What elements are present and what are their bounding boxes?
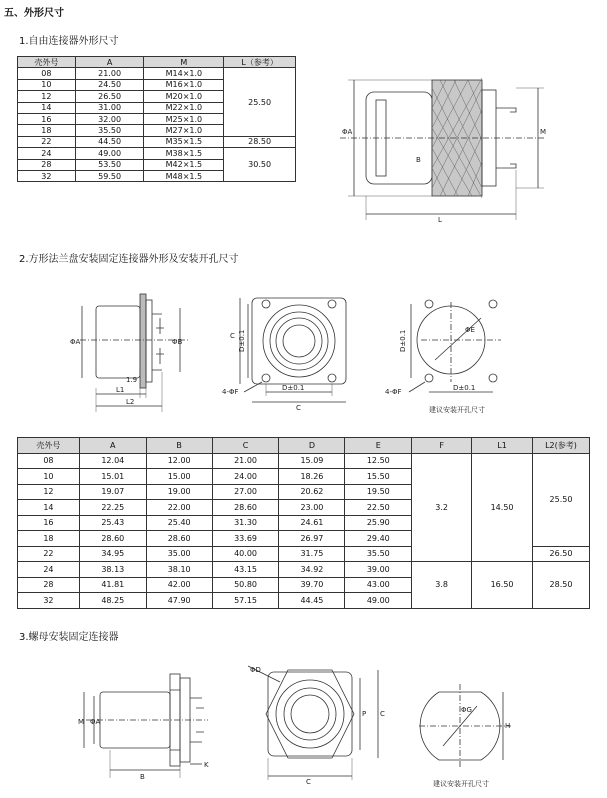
subsection-3-title: 3.螺母安装固定连接器 [19,632,119,643]
table-cell: 10 [18,469,80,485]
table-cell: 19.00 [146,484,212,500]
table-cell: 24.61 [279,515,345,531]
table-cell: 25.43 [79,515,146,531]
dim-label-l1: L1 [116,386,125,394]
flange-plate [252,298,346,384]
dim-label-e: ΦE [465,326,475,334]
subsection-2-title: 2.方形法兰盘安装固定连接器外形及安装开孔尺寸 [19,254,239,265]
table-cell: 12.04 [79,453,146,469]
table-cell: 38.13 [79,562,146,578]
header-cell: E [345,438,412,454]
table-cell: 25.50 [224,68,296,136]
dim-label-m: M [78,718,85,726]
mount-hole [328,300,336,308]
table-header-row [18,438,590,454]
flange-side-drawing [60,288,200,418]
square-flange [140,294,146,388]
table-row [18,68,296,79]
table-cell: 08 [18,68,76,79]
dim-label-a: ΦA [342,128,353,136]
free-connector-drawing [340,70,560,230]
mount-hole [425,374,433,382]
header-cell: F [412,438,472,454]
table-cell: 31.30 [212,515,279,531]
table-cell: 22.25 [79,500,146,516]
dim-label-a: ΦA [70,338,81,346]
table-cell: 16 [18,113,76,124]
nut-hole-drawing [415,676,525,791]
table-cell: 12.00 [146,453,212,469]
dim-label-g: ΦG [461,706,472,714]
table-cell: 21.00 [212,453,279,469]
subsection-1-title: 1.自由连接器外形尺寸 [19,36,119,47]
dim-label-d: ΦD [250,666,261,674]
square-flange-table [17,437,590,609]
free-connector-table [17,56,296,182]
table-cell: 43.15 [212,562,279,578]
table-cell: 26.97 [279,531,345,547]
mount-hole [262,374,270,382]
table-cell: 18 [18,125,76,136]
table-cell: 18.26 [279,469,345,485]
dim-label-b: B [140,773,145,781]
table-cell: 26.50 [75,91,144,102]
table-cell: 22.50 [345,500,412,516]
table-cell: M42×1.5 [144,159,224,170]
table-cell: 15.00 [146,469,212,485]
table-cell: 41.81 [79,577,146,593]
dim-label-d2: D±0.1 [453,384,476,392]
table-cell: 49.00 [345,593,412,609]
table-cell: 44.50 [75,136,144,147]
dim-label-t: 1.9 [126,376,138,384]
table-cell: 12 [18,91,76,102]
table-cell: 39.00 [345,562,412,578]
table-cell: 38.10 [146,562,212,578]
table-cell: 3.8 [412,562,472,609]
dim-label-c: C [230,332,235,340]
dim-label-l: L [438,216,442,224]
table-cell: 22 [18,546,80,562]
table-cell: 10 [18,79,76,90]
table-row [18,453,590,469]
table-cell: 25.50 [533,453,590,546]
header-cell: L2(参考) [533,438,590,454]
mount-hole [489,374,497,382]
table-cell: 14 [18,500,80,516]
header-cell: A [79,438,146,454]
table-cell: 16 [18,515,80,531]
table-cell: 26.50 [533,546,590,562]
table-cell: 24.00 [212,469,279,485]
table-cell: 24.50 [75,79,144,90]
header-cell: 壳外号 [18,57,76,68]
hole-caption: 建议安装开孔尺寸 [429,406,485,414]
table-cell: 24 [18,562,80,578]
table-cell: 18 [18,531,80,547]
table-cell: 27.00 [212,484,279,500]
table-cell: 47.90 [146,593,212,609]
header-cell: L（参考） [224,57,296,68]
table-cell: M48×1.5 [144,170,224,181]
table-cell: 57.15 [212,593,279,609]
table-cell: 28.60 [212,500,279,516]
table-cell: 25.40 [146,515,212,531]
table-cell: 19.50 [345,484,412,500]
dim-label-l2: L2 [126,398,135,406]
dim-label-c2: C [296,404,301,412]
table-row [18,136,296,147]
table-cell: 43.00 [345,577,412,593]
table-cell: 42.00 [146,577,212,593]
table-row [18,148,296,159]
table-cell: 40.00 [212,546,279,562]
table-cell: 15.01 [79,469,146,485]
table-row [18,562,590,578]
table-cell: 3.2 [412,453,472,562]
header-cell: A [75,57,144,68]
table-cell: 28.60 [146,531,212,547]
flange-hole-drawing [385,292,505,417]
header-cell: M [144,57,224,68]
table-cell: 22.00 [146,500,212,516]
table-cell: 44.45 [279,593,345,609]
dim-label-h: H [505,722,511,730]
table-cell: M35×1.5 [144,136,224,147]
dim-label-d: D±0.1 [238,329,246,352]
dim-label-b: ΦB [172,338,183,346]
table-cell: 16.50 [472,562,533,609]
hex-outline [266,670,354,758]
dim-label-m: M [540,128,547,136]
table-cell: 31.00 [75,102,144,113]
mount-hole [425,300,433,308]
table-cell: 15.09 [279,453,345,469]
dim-label-p: P [362,710,367,718]
dim-label-c: C [380,710,385,718]
mount-hole [262,300,270,308]
table-header-row [18,57,296,68]
table-cell: M20×1.0 [144,91,224,102]
table-cell: M38×1.5 [144,148,224,159]
section-title: 五、外形尺寸 [4,8,64,19]
table-cell: 20.62 [279,484,345,500]
receptacle-thread [146,300,152,382]
header-cell: D [279,438,345,454]
nut-side-drawing [78,668,228,788]
table-cell: 28 [18,577,80,593]
table-cell: 30.50 [224,148,296,182]
table-cell: 21.00 [75,68,144,79]
table-cell: M22×1.0 [144,102,224,113]
dim-label-a: ΦA [90,718,101,726]
dim-label-d2: D±0.1 [282,384,305,392]
table-cell: 28.60 [79,531,146,547]
table-cell: 31.75 [279,546,345,562]
table-cell: 39.70 [279,577,345,593]
receptacle-body [96,306,140,378]
table-cell: M16×1.0 [144,79,224,90]
dim-label-d: D±0.1 [399,329,407,352]
table-cell: 33.69 [212,531,279,547]
table-cell: 35.00 [146,546,212,562]
table-cell: 12 [18,484,80,500]
table-cell: M14×1.0 [144,68,224,79]
table-cell: 35.50 [75,125,144,136]
table-cell: 25.90 [345,515,412,531]
table-cell: 48.25 [79,593,146,609]
table-cell: 53.50 [75,159,144,170]
dim-label-f: 4-ΦF [385,388,402,396]
table-cell: 14 [18,102,76,113]
table-cell: 35.50 [345,546,412,562]
dim-label-n: B [416,156,421,164]
flange-front-drawing [220,292,360,412]
dim-label-c2: C [306,778,311,786]
table-cell: 32 [18,593,80,609]
header-cell: L1 [472,438,533,454]
table-cell: 49.00 [75,148,144,159]
dim-label-k: K [204,761,209,769]
table-cell: 34.95 [79,546,146,562]
header-cell: B [146,438,212,454]
table-cell: M27×1.0 [144,125,224,136]
table-cell: 23.00 [279,500,345,516]
table-cell: 50.80 [212,577,279,593]
hole-caption: 建议安装开孔尺寸 [433,780,489,788]
table-cell: 29.40 [345,531,412,547]
dim-label-f: 4-ΦF [222,388,239,396]
table-cell: 24 [18,148,76,159]
mount-hole [328,374,336,382]
table-cell: 34.92 [279,562,345,578]
table-cell: 19.07 [79,484,146,500]
table-cell: 08 [18,453,80,469]
outer-shell [263,305,335,377]
table-cell: 14.50 [472,453,533,562]
table-cell: 28.50 [533,562,590,609]
table-cell: 32 [18,170,76,181]
table-cell: 15.50 [345,469,412,485]
table-cell: 32.00 [75,113,144,124]
table-cell: 59.50 [75,170,144,181]
table-cell: M25×1.0 [144,113,224,124]
mount-hole [489,300,497,308]
table-cell: 22 [18,136,76,147]
table-cell: 12.50 [345,453,412,469]
header-cell: 壳外号 [18,438,80,454]
table-cell: 28 [18,159,76,170]
header-cell: C [212,438,279,454]
hex-nut-front-drawing [240,664,390,789]
table-cell: 28.50 [224,136,296,147]
